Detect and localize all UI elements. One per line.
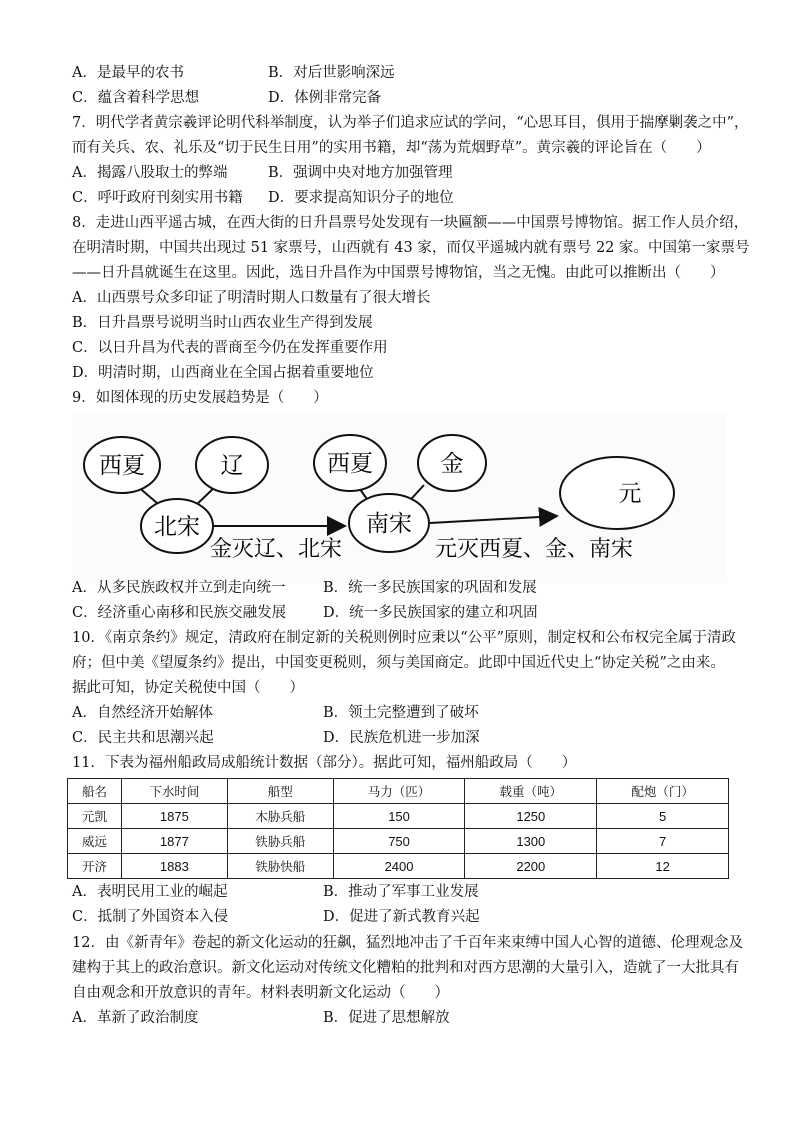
q12-stem-line3: 自由观念和开放意识的青年。材料表明新文化运动（ ）: [72, 985, 449, 1001]
cell-tonnage: 1300: [465, 829, 597, 854]
q8-option-c: C．以日升昌为代表的晋商至今仍在发挥重要作用: [72, 340, 388, 356]
header-guns: 配炮（门）: [597, 779, 729, 804]
q6-option-c: C．蕴含着科学思想: [72, 90, 200, 106]
q9-option-a: A．从多民族政权并立到走向统一: [72, 580, 286, 596]
table-header-row: [68, 779, 729, 804]
header-launch-year: 下水时间: [121, 779, 227, 804]
header-tonnage: 载重（吨）: [465, 779, 597, 804]
q6-option-d: D．体例非常完备: [268, 90, 382, 106]
q10-stem-line3: 据此可知，协定关税使中国（ ）: [72, 680, 304, 696]
header-ship-type: 船型: [227, 779, 333, 804]
q12-stem-line1: 12．由《新青年》卷起的新文化运动的狂飙，猛烈地冲击了千百年来束缚中国人心智的道德、伦理观念及: [72, 935, 743, 951]
label-yuan: 元: [618, 481, 642, 507]
cell-tonnage: 1250: [465, 804, 597, 829]
cell-guns: 12: [597, 854, 729, 879]
cell-launch-year: 1875: [121, 804, 227, 829]
q9-option-d: D．统一多民族国家的建立和巩固: [323, 605, 538, 621]
q8-stem-line3: ——日升昌就诞生在这里。因此，选日升昌作为中国票号博物馆，当之无愧。由此可以推断出（ ）: [72, 265, 725, 281]
cell-horsepower: 150: [333, 804, 465, 829]
label-nansong: 南宋: [366, 511, 412, 537]
cell-ship-type: 木胁兵船: [227, 804, 333, 829]
q6-option-b: B．对后世影响深远: [268, 65, 395, 81]
table-row: [68, 829, 729, 854]
q9-option-b: B．统一多民族国家的巩固和发展: [323, 580, 537, 596]
q8-option-a: A．山西票号众多印证了明清时期人口数量有了很大增长: [72, 290, 431, 306]
q10-option-d: D．民族危机进一步加深: [323, 730, 480, 746]
table-row: [68, 854, 729, 879]
cell-launch-year: 1883: [121, 854, 227, 879]
cell-horsepower: 750: [333, 829, 465, 854]
label-xixia-1: 西夏: [99, 453, 145, 479]
q7-stem-line2: 而有关兵、农、礼乐及“切于民生日用”的实用书籍，却“荡为荒烟野草”。黄宗羲的评论旨在（ ）: [72, 140, 711, 156]
cell-guns: 5: [597, 804, 729, 829]
cell-ship-name: 开济: [68, 854, 122, 879]
q12-option-a: A．革新了政治制度: [72, 1010, 199, 1026]
q8-stem-line1: 8．走进山西平遥古城，在西大街的日升昌票号处发现有一块匾额——中国票号博物馆。据工作人员介绍，: [72, 215, 749, 231]
label-beisong: 北宋: [154, 514, 200, 540]
q7-stem-line1: 7．明代学者黄宗羲评论明代科举制度，认为举子们追求应试的学问，“心思耳目，俱用于揣摩剿袭之中”，: [72, 115, 749, 131]
q11-option-c: C．抵制了外国资本入侵: [72, 909, 229, 925]
q12-option-b: B．促进了思想解放: [323, 1010, 450, 1026]
q10-option-c: C．民主共和思潮兴起: [72, 730, 214, 746]
cell-horsepower: 2400: [333, 854, 465, 879]
q7-option-b: B．强调中央对地方加强管理: [268, 165, 453, 181]
arrow-1-label: 金灭辽、北宋: [210, 537, 343, 562]
cell-tonnage: 2200: [465, 854, 597, 879]
q11-option-b: B．推动了军事工业发展: [323, 884, 479, 900]
cell-ship-name: 威远: [68, 829, 122, 854]
q11-option-d: D．促进了新式教育兴起: [323, 909, 480, 925]
q8-option-d: D．明清时期，山西商业在全国占据着重要地位: [72, 365, 374, 381]
cell-ship-type: 铁胁兵船: [227, 829, 333, 854]
q12-stem-line2: 建构于其上的政治意识。新文化运动对传统文化糟粕的批判和对西方思潮的大量引入，造就了一大批具有: [72, 960, 739, 976]
header-horsepower: 马力（匹）: [333, 779, 465, 804]
q10-stem-line1: 10．《南京条约》规定，清政府在制定新的关税则例时应秉以“公平”原则，制定权和公布权完全属于清政: [72, 630, 737, 646]
cell-ship-type: 铁胁快船: [227, 854, 333, 879]
q7-option-a: A．揭露八股取士的弊端: [72, 165, 228, 181]
table-row: [68, 804, 729, 829]
q11-stem: 11．下表为福州船政局成船统计数据（部分）。据此可知，福州船政局（ ）: [72, 755, 577, 771]
label-xixia-2: 西夏: [327, 451, 373, 477]
header-ship-name: 船名: [68, 779, 122, 804]
q10-option-a: A．自然经济开始解体: [72, 705, 213, 721]
arrow-2: [430, 516, 557, 523]
q7-option-d: D．要求提高知识分子的地位: [268, 190, 454, 206]
q11-option-a: A．表明民用工业的崛起: [72, 884, 228, 900]
q6-option-a: A．是最早的农书: [72, 65, 184, 81]
q8-stem-line2: 在明清时期，中国共出现过 51 家票号，山西就有 43 家，而仅平遥城内就有票号 22 家。中国第一家票号: [72, 240, 750, 256]
q7-option-c: C．呼吁政府刊刻实用书籍: [72, 190, 243, 206]
label-jin: 金: [440, 451, 464, 477]
cell-launch-year: 1877: [121, 829, 227, 854]
cell-ship-name: 元凯: [68, 804, 122, 829]
q9-option-c: C．经济重心南移和民族交融发展: [72, 605, 287, 621]
label-liao: 辽: [220, 453, 244, 479]
cell-guns: 7: [597, 829, 729, 854]
q8-option-b: B．日升昌票号说明当时山西农业生产得到发展: [72, 315, 373, 331]
shipbuilding-table: [67, 778, 729, 879]
node-yuan: [560, 457, 674, 529]
arrow-2-label: 元灭西夏、金、南宋: [435, 537, 634, 562]
dynasty-diagram: [72, 413, 727, 583]
q9-stem: 9．如图体现的历史发展趋势是（ ）: [72, 390, 328, 406]
q10-stem-line2: 府；但中美《望厦条约》提出，中国变更税则，须与美国商定。此即中国近代史上“协定关税”之由来。: [72, 655, 725, 671]
q10-option-b: B．领土完整遭到了破坏: [323, 705, 479, 721]
